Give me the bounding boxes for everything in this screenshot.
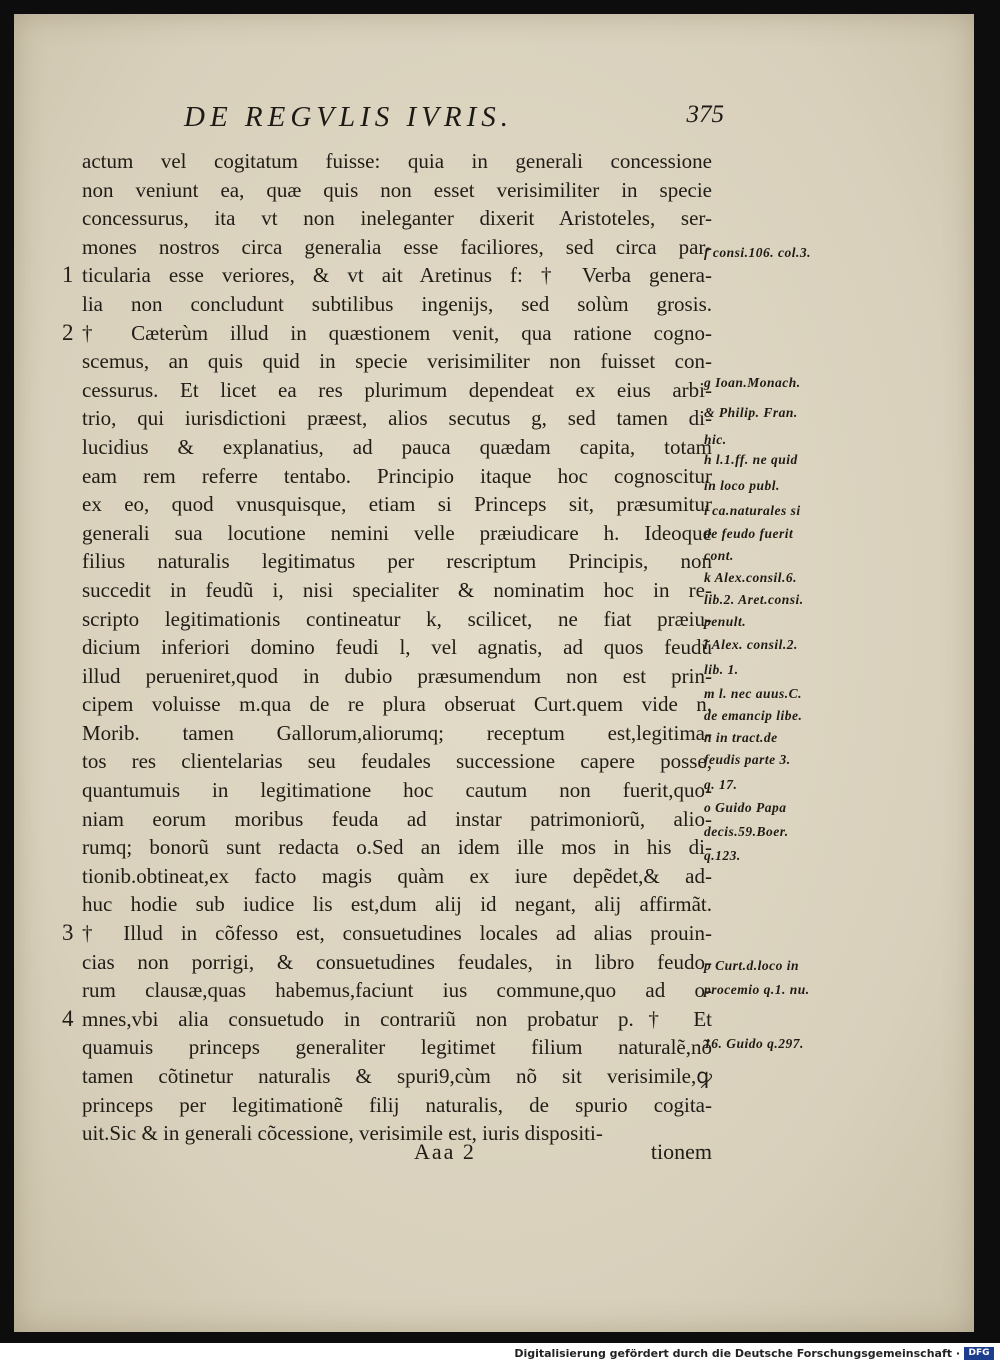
margin-note: lib.2. Aret.consi.	[704, 592, 804, 607]
line-text: Morib. tamen Gallorum,aliorumq; receptum est,legitima-	[82, 720, 712, 745]
digitization-credit: Digitalisierung gefördert durch die Deutsche Forschungsgemeinschaft ·	[514, 1347, 960, 1360]
paragraph-number: 3	[62, 920, 74, 946]
line-text: cessurus. Et licet ea res plurimum dependeat ex eius arbi-	[82, 377, 712, 402]
line-text: cipem voluisse m.qua de re plura obseruat Curt.quem vide n.	[82, 692, 712, 717]
line-text: scemus, an quis quid in specie verisimiliter non fuisset con-	[82, 349, 712, 374]
margin-note: decis.59.Boer.	[704, 824, 789, 839]
line-text: illud perueniret,quod in dubio præsumendum non est prin-	[82, 663, 712, 688]
line-text: generali sua locutione nemini velle præiudicare h. Ideoque	[82, 520, 712, 545]
margin-note: n in tract.de	[704, 730, 778, 745]
page-footer	[414, 1139, 712, 1169]
body-text	[62, 147, 712, 1148]
margin-note: procemio q.1. nu.	[704, 982, 810, 997]
paragraph-number: 4	[62, 1005, 74, 1031]
margin-note: 16. Guido q.297.	[704, 1036, 804, 1051]
text-line	[82, 1091, 712, 1120]
text-line	[82, 1033, 712, 1062]
text-line	[82, 776, 712, 805]
text-line	[82, 890, 712, 919]
text-line	[82, 833, 712, 862]
text-line	[82, 347, 712, 376]
text-line	[82, 690, 712, 719]
line-text: concessurus, ita vt non ineleganter dixerit Aristoteles, ser-	[82, 206, 712, 231]
margin-note: feudis parte 3.	[704, 752, 791, 767]
line-text: scripto legitimationis contineatur k, scilicet, ne fiat præiu-	[82, 606, 712, 631]
line-text: niam eorum moribus feuda ad instar patrimoniorũ, alio-	[82, 806, 712, 831]
text-line	[82, 719, 712, 748]
margin-note: de emancip libe.	[704, 708, 803, 723]
line-text: tos res clientelarias seu feudales successione capere posse,	[82, 749, 712, 774]
text-line	[82, 233, 712, 262]
line-text: actum vel cogitatum fuisse: quia in generali concessione	[82, 149, 712, 173]
line-text: huc hodie sub iudice lis est,dum alij id negant, alij affirmãt.	[82, 892, 712, 917]
line-text: rum clausæ,quas habemus,faciunt ius commune,quo ad o-	[82, 978, 712, 1003]
line-text: quantumuis in legitimatione hoc cautum non fuerit,quo-	[82, 778, 712, 803]
text-line	[82, 376, 712, 405]
margin-note: l Alex. consil.2.	[704, 637, 798, 652]
margin-note: k Alex.consil.6.	[704, 570, 798, 585]
margin-note: o Guido Papa	[704, 800, 787, 815]
text-line	[62, 261, 712, 290]
line-text: uit.Sic & in generali cõcessione, verisimile est, iuris dispositi-	[82, 1121, 603, 1146]
line-text: † Cæterùm illud in quæstionem venit, qua ratione cogno-	[82, 320, 712, 345]
text-line	[62, 919, 712, 948]
text-line	[82, 290, 712, 319]
margin-note: i ca.naturales si	[704, 503, 801, 518]
margin-note: hic.	[704, 432, 727, 447]
catchword: tionem	[650, 1139, 712, 1164]
line-text: lucidius & explanatius, ad pauca quædam capita, totam	[82, 434, 712, 459]
line-text: rumq; bonorũ sunt redacta o.Sed an idem ille mos in his di-	[82, 835, 712, 860]
line-text: dicium inferiori domino feudi l, vel agnatis, ad quos feudũ	[82, 635, 712, 660]
text-line	[82, 976, 712, 1005]
margin-note: h l.1.ff. ne quid	[704, 452, 798, 467]
text-line	[82, 805, 712, 834]
margin-note: g Ioan.Monach.	[704, 375, 801, 390]
text-line	[82, 747, 712, 776]
text-line	[82, 490, 712, 519]
margin-note: lib. 1.	[704, 662, 739, 677]
text-line	[82, 1062, 712, 1091]
text-line	[82, 404, 712, 433]
line-text: trio, qui iurisdictioni præest, alios secutus g, sed tamen di-	[82, 406, 712, 431]
paragraph-number: 1	[62, 262, 74, 288]
line-text: tionib.obtineat,ex facto magis quàm ex iure depẽdet,& ad-	[82, 863, 712, 888]
line-text: cias non porrigi, & consuetudines feudales, in libro feudo-	[82, 949, 712, 974]
text-line	[82, 576, 712, 605]
text-line	[82, 176, 712, 205]
signature-mark: Aaa 2	[414, 1139, 476, 1164]
margin-note: in loco publ.	[704, 478, 780, 493]
text-line	[82, 605, 712, 634]
text-line	[82, 547, 712, 576]
margin-note: & Philip. Fran.	[704, 405, 798, 420]
line-text: mnes,vbi alia consuetudo in contrariũ non probatur p.† Et	[82, 1006, 712, 1031]
line-text: quamuis princeps generaliter legitimet filium naturalẽ,nõ	[82, 1035, 712, 1060]
margin-note: q.123.	[704, 848, 741, 863]
margin-note: q. 17.	[704, 777, 738, 792]
line-text: non veniunt ea, quæ quis non esset verisimiliter in specie	[82, 177, 712, 202]
text-line	[82, 633, 712, 662]
text-line	[82, 147, 712, 176]
digitization-credit-bar	[0, 1343, 1000, 1365]
line-text: mones nostros circa generalia esse faciliores, sed circa par-	[82, 234, 712, 259]
text-line	[62, 1005, 712, 1034]
margin-note: cont.	[704, 548, 734, 563]
line-text: princeps per legitimationẽ filij naturalis, de spurio cogita-	[82, 1092, 712, 1117]
text-line	[62, 319, 712, 348]
margin-note: m l. nec auus.C.	[704, 686, 803, 701]
line-text: † Illud in cõfesso est, consuetudines locales ad alias prouin-	[82, 921, 712, 946]
page-header	[184, 101, 724, 137]
dfg-logo: DFG	[964, 1347, 994, 1360]
text-line	[82, 948, 712, 977]
margin-note: penult.	[704, 614, 747, 629]
line-text: succedit in feudũ i, nisi specialiter & nominatim hoc in re-	[82, 577, 712, 602]
running-title: DE REGVLIS IVRIS.	[184, 101, 514, 133]
text-line	[82, 519, 712, 548]
line-text: lia non concludunt subtilibus ingenijs, sed solùm grosis.	[82, 291, 712, 316]
book-page	[14, 14, 974, 1332]
text-line	[82, 433, 712, 462]
line-text: tamen cõtinetur naturalis & spuri9,cùm nõ sit verisimile,ꝙ	[82, 1064, 712, 1088]
margin-note: f consi.106. col.3.	[704, 245, 811, 260]
line-text: ex eo, quod vnusquisque, etiam si Princeps sit, præsumitur	[82, 492, 712, 517]
line-text: eam rem referre tentabo. Principio itaque hoc cognoscitur	[82, 463, 712, 488]
text-line	[82, 204, 712, 233]
text-line	[82, 862, 712, 891]
text-line	[82, 462, 712, 491]
paragraph-number: 2	[62, 319, 74, 345]
margin-note: de feudo fuerit	[704, 526, 794, 541]
text-line	[82, 662, 712, 691]
line-text: filius naturalis legitimatus per rescriptum Principis, non	[82, 549, 712, 574]
line-text: ticularia esse veriores, & vt ait Aretinus f: † Verba genera-	[82, 263, 712, 288]
margin-note: p Curt.d.loco in	[704, 958, 800, 973]
page-number: 375	[686, 101, 724, 128]
